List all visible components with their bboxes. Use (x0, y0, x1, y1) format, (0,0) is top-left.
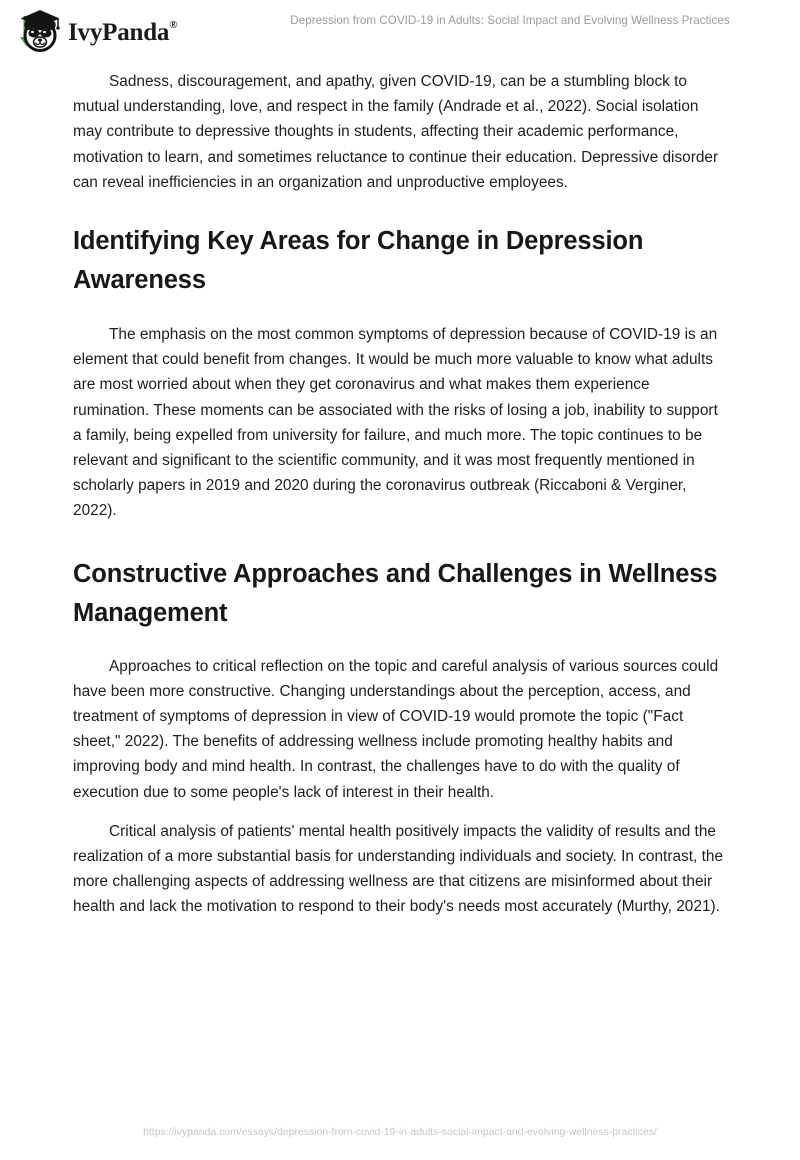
paragraph-1: Sadness, discouragement, and apathy, given COVID-19, can be a stumbling block to mutual understanding, love, and respect in the family (Andrade et al., 2022). Social isolation may contribute to depressive thoughts in students, affecting their academic performance, motivation to learn, and sometimes reluctance to continue their education. Depressive disorder can reveal inefficiencies in an organization and unproductive employees. (73, 73, 719, 191)
brand-name-text: IvyPanda® (68, 18, 178, 46)
spacer (73, 633, 725, 654)
spacer (73, 195, 725, 222)
paragraph-4: Critical analysis of patients' mental health positively impacts the validity of results and the realization of a more substantial basis for understanding individuals and society. In contrast, the more challenging aspects of addressing wellness are that citizens are misinformed about their health and lack the motivation to respond to their body's needs most accurately (Murthy, 2021). (73, 822, 724, 916)
section-heading-identifying-key-areas: Identifying Key Areas for Change in Depression Awareness (73, 227, 644, 295)
section-heading-constructive-approaches: Constructive Approaches and Challenges in Wellness Management (73, 559, 718, 627)
brand-logo[interactable] (14, 7, 177, 55)
document-title-header: Depression from COVID-19 in Adults: Social Impact and Evolving Wellness Practices (290, 14, 730, 27)
page-footer (0, 1114, 800, 1160)
spacer (73, 805, 725, 819)
paragraph-2: The emphasis on the most common symptoms of depression because of COVID-19 is an element that could benefit from changes. It would be much more valuable to know what adults are most worried about when they get coronavirus and what makes them experience rumination. These moments can be associated with the risks of losing a job, inability to support a family, being expelled from university for failure, and much more. The topic continues to be relevant and significant to the scientific community, and it was most frequently mentioned in scholarly papers in 2019 and 2020 during the coronavirus outbreak (Riccaboni & Verginer, 2022). (73, 326, 718, 520)
ivypanda-panda-graduate-logo-icon (14, 8, 61, 54)
spacer (73, 300, 725, 322)
article-content (73, 69, 725, 920)
page-header (0, 0, 800, 62)
paragraph-3: Approaches to critical reflection on the topic and careful analysis of various sources could have been more constructive. Changing understandings about the perception, access, and treatment of symptoms of depression in view of COVID-19 would promote the topic ("Fact sheet," 2022). The benefits of addressing wellness include promoting healthy habits and improving body and mind health. In contrast, the challenges have to do with the quality of execution due to some people's lack of interest in their health. (73, 657, 719, 801)
source-url-link[interactable]: https://ivypanda.com/essays/depression-from-covid-19-in-adults-social-impact-and-evolving-wellness-practices/ (143, 1127, 657, 1138)
spacer (73, 524, 725, 555)
registered-trademark-symbol: ® (169, 19, 178, 32)
